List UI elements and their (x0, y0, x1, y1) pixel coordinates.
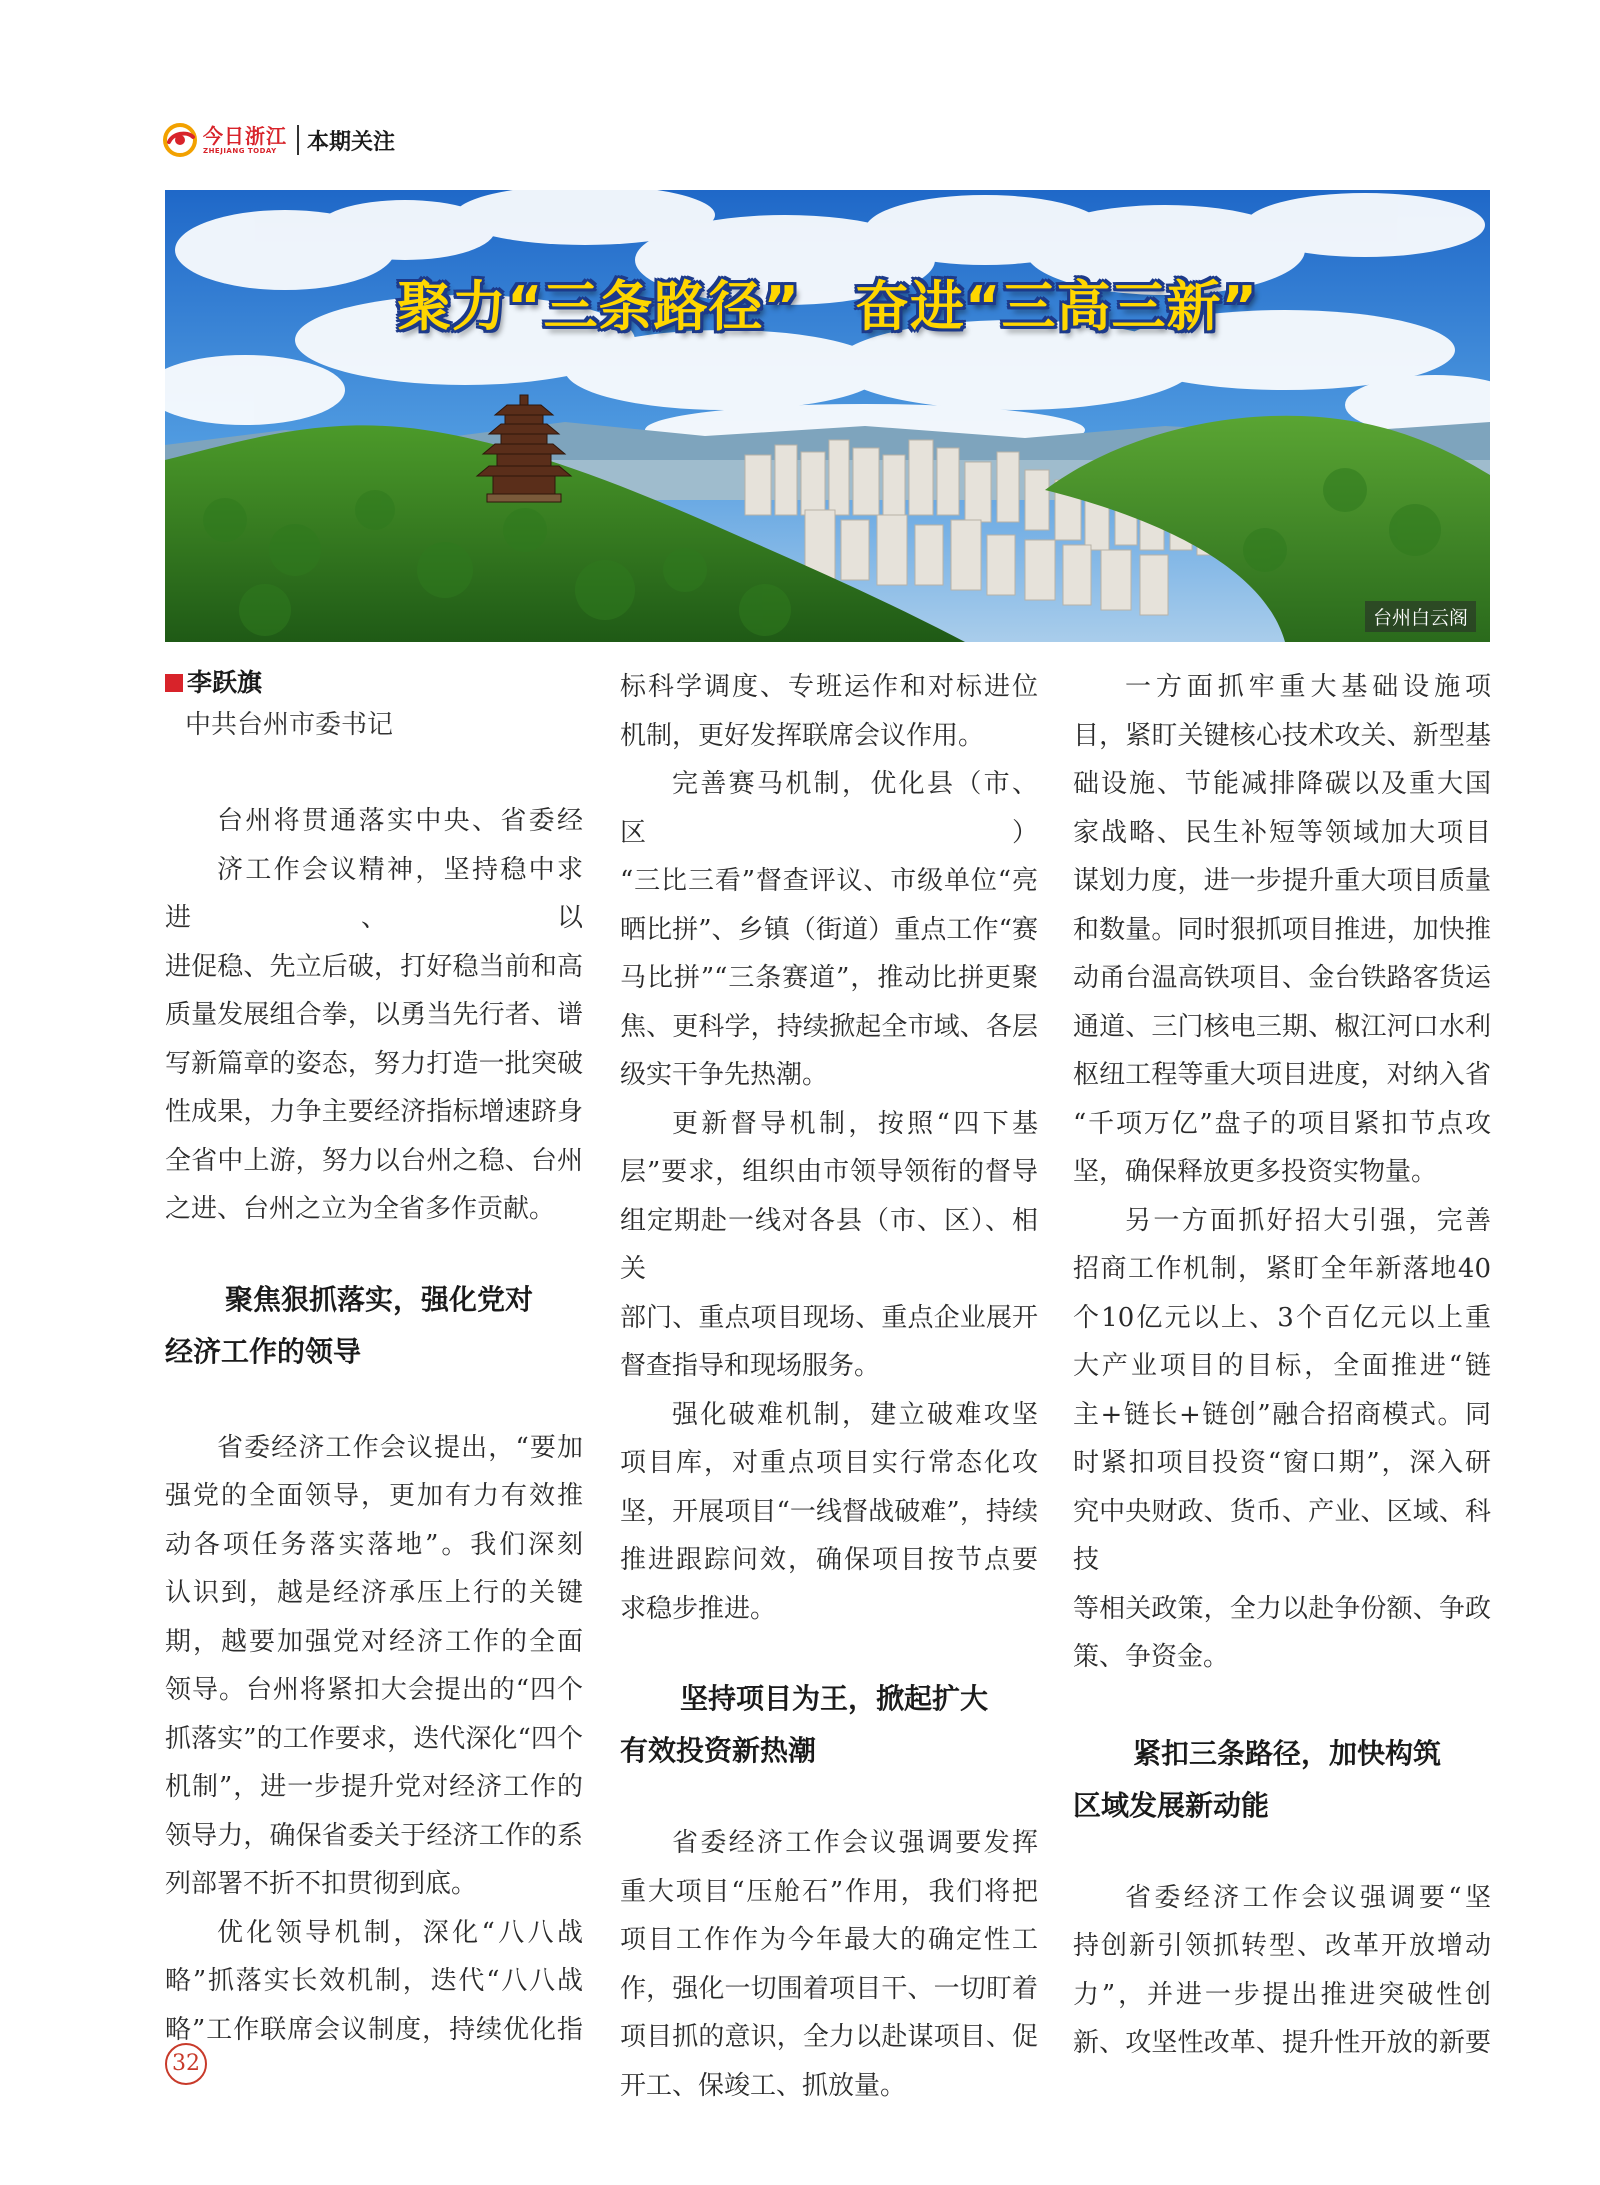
text-line: 省委经济工作会议强调要“坚 (1125, 1882, 1491, 1913)
text-line: 推进跟踪问效，确保项目按节点要 (620, 1545, 1038, 1575)
body-paragraph (1073, 663, 1491, 1197)
city-landscape-image (165, 190, 1490, 642)
text-line: 机制”，进一步提升党对经济工作的 (165, 1772, 583, 1802)
text-line: 更新督导机制，按照“四下基 (672, 1108, 1038, 1139)
text-line: 优化领导机制，深化“八八战 (217, 1917, 583, 1948)
body-paragraph (620, 663, 1038, 760)
section-title: 本期关注 (307, 129, 396, 155)
text-line: 策、争资金。 (1073, 1642, 1230, 1672)
text-line: 认识到，越是经济承压上行的关键 (165, 1578, 583, 1608)
text-line: 和数量。同时狠抓项目推进，加快推 (1073, 914, 1491, 945)
body-paragraph (165, 1424, 583, 1909)
section-heading-line: 紧扣三条路径，加快构筑 (1133, 1736, 1442, 1770)
text-line: 督查指导和现场服务。 (620, 1351, 881, 1381)
text-line: 机制，更好发挥联席会议作用。 (620, 720, 985, 751)
text-line: 枢纽工程等重大项目进度，对纳入省 (1073, 1060, 1491, 1090)
text-line: 础设施、节能减排降碳以及重大国 (1073, 769, 1491, 799)
text-line: 台州将贯通落实中央、省委经 (217, 806, 583, 836)
text-line: 求稳步推进。 (620, 1593, 777, 1624)
text-line: 抓落实”的工作要求，迭代深化“四个 (165, 1723, 583, 1754)
text-line: 另一方面抓好招大引强，完善 (1125, 1205, 1491, 1236)
text-line: 完善赛马机制，优化县（市、区） (620, 769, 1038, 848)
section-heading-line: 坚持项目为王，掀起扩大 (680, 1682, 989, 1715)
text-line: 列部署不折不扣贯彻到底。 (165, 1869, 478, 1899)
article-column-1 (165, 663, 583, 2054)
text-line: 略”抓落实长效机制，迭代“八八战 (165, 1966, 583, 1996)
text-line: 谋划力度，进一步提升重大项目质量 (1073, 866, 1491, 896)
text-line: 期，越要加强党对经济工作的全面 (165, 1626, 583, 1657)
text-line: 力”，并进一步提出推进突破性创 (1073, 1979, 1491, 2010)
text-line: 标科学调度、专班运作和对标进位 (620, 672, 1038, 702)
text-line: 目，紧盯关键核心技术攻关、新型基 (1073, 720, 1491, 751)
text-line: 大产业项目的目标，全面推进“链 (1073, 1351, 1491, 1381)
text-line: 招商工作机制，紧盯全年新落地40 (1073, 1254, 1491, 1284)
section-heading-line: 经济工作的领导 (165, 1334, 362, 1368)
text-line: 项目抓的意识，全力以赴谋项目、促 (620, 2022, 1038, 2052)
text-line: 强党的全面领导，更加有力有效推 (165, 1481, 583, 1511)
author-name: 李跃旗 (187, 668, 263, 697)
text-line: “三比三看”督查评议、市级单位“亮 (620, 866, 1038, 896)
text-line: 级实干争先热潮。 (620, 1060, 829, 1090)
text-line: 部门、重点项目现场、重点企业展开 (620, 1302, 1038, 1333)
text-line: 坚，确保释放更多投资实物量。 (1073, 1157, 1438, 1187)
text-line: 究中央财政、货币、产业、区域、科技 (1073, 1496, 1491, 1575)
text-line: 之进、台州之立为全省多作贡献。 (165, 1194, 556, 1224)
text-line: 济工作会议精神，坚持稳中求进、以 (165, 854, 583, 933)
text-line: 一方面抓牢重大基础设施项 (1125, 672, 1491, 702)
body-paragraph (620, 1819, 1038, 2110)
text-line: 家战略、民生补短等领域加大项目 (1073, 817, 1491, 848)
article-column-2 (620, 663, 1038, 2110)
text-line: 焦、更科学，持续掀起全市域、各层 (620, 1011, 1038, 1042)
text-line: 领导力，确保省委关于经济工作的系 (165, 1820, 583, 1851)
text-line: 个10亿元以上、3个百亿元以上重 (1073, 1302, 1491, 1333)
text-line: 动各项任务落实落地”。我们深刻 (165, 1529, 583, 1560)
section-heading-line: 聚焦狠抓落实，强化党对 (225, 1282, 534, 1316)
text-line: 项目工作作为今年最大的确定性工 (620, 1925, 1038, 1955)
text-line: 强化破难机制，建立破难攻坚 (672, 1399, 1038, 1430)
text-line: 组定期赴一线对各县（市、区）、相关 (620, 1205, 1038, 1284)
text-line: 持创新引领抓转型、改革开放增动 (1073, 1931, 1491, 1961)
section-heading-line: 区域发展新动能 (1073, 1788, 1270, 1822)
magazine-header (163, 120, 395, 160)
text-line: 主+链长+链创”融合招商模式。同 (1073, 1399, 1491, 1430)
text-line: 通道、三门核电三期、椒江河口水利 (1073, 1011, 1491, 1042)
intro-paragraph (165, 797, 583, 1234)
text-line: 重大项目“压舱石”作用，我们将把 (620, 1876, 1038, 1907)
author-title: 中共台州市委书记 (185, 710, 394, 740)
body-paragraph (1073, 1874, 1491, 2068)
text-line: 质量发展组合拳，以勇当先行者、谱 (165, 1000, 583, 1030)
section-heading (1073, 1728, 1491, 1832)
banner-photo (165, 190, 1490, 642)
body-paragraph (165, 1909, 583, 2055)
text-line: 进促稳、先立后破，打好稳当前和高 (165, 951, 583, 982)
header-divider (297, 125, 299, 155)
text-line: 等相关政策，全力以赴争份额、争政 (1073, 1593, 1491, 1624)
author-marker-icon (165, 674, 183, 692)
text-line: 新、攻坚性改革、提升性开放的新要 (1073, 2028, 1491, 2058)
section-heading (165, 1274, 583, 1378)
body-paragraph (1073, 1197, 1491, 1682)
section-heading-line: 有效投资新热潮 (620, 1734, 817, 1767)
text-line: 开工、保竣工、抓放量。 (620, 2070, 907, 2101)
logo-english: ZHEJIANG TODAY (203, 146, 277, 155)
article-column-3 (1073, 663, 1491, 2068)
body-paragraph (620, 760, 1038, 1100)
text-line: 时紧扣项目投资“窗口期”，深入研 (1073, 1448, 1491, 1478)
text-line: 动甬台温高铁项目、金台铁路客货运 (1073, 963, 1491, 993)
text-line: 写新篇章的姿态，努力打造一批突破 (165, 1048, 583, 1079)
body-paragraph (620, 1391, 1038, 1634)
text-line: 全省中上游，努力以台州之稳、台州 (165, 1145, 583, 1176)
text-line: 层”要求，组织由市领导领衔的督导 (620, 1157, 1038, 1187)
text-line: 坚，开展项目“一线督战破难”，持续 (620, 1496, 1038, 1527)
section-heading (620, 1673, 1038, 1777)
magazine-logo-text (203, 123, 287, 155)
text-line: 略”工作联席会议制度，持续优化指 (165, 2014, 583, 2045)
banner-title: 聚力“三条路径” 奋进“三高三新” (397, 275, 1258, 338)
body-paragraph (620, 1100, 1038, 1391)
text-line: 性成果，力争主要经济指标增速跻身 (165, 1097, 583, 1127)
magazine-logo-icon (163, 123, 197, 157)
text-line: 晒比拼”、乡镇（街道）重点工作“赛 (620, 914, 1038, 945)
text-line: 省委经济工作会议强调要发挥 (672, 1828, 1038, 1858)
author-name-line (165, 663, 583, 703)
logo-chinese: 今日浙江 (203, 123, 287, 148)
banner-caption: 台州白云阁 (1365, 601, 1476, 632)
text-line: “千项万亿”盘子的项目紧扣节点攻 (1073, 1108, 1491, 1139)
text-line: 省委经济工作会议提出，“要加 (217, 1432, 583, 1463)
text-line: 作，强化一切围着项目干、一切盯着 (620, 1973, 1038, 2004)
page-number: 32 (165, 2043, 207, 2085)
text-line: 马比拼”“三条赛道”，推动比拼更聚 (620, 963, 1038, 993)
text-line: 项目库，对重点项目实行常态化攻 (620, 1448, 1038, 1478)
text-line: 领导。台州将紧扣大会提出的“四个 (165, 1675, 583, 1705)
